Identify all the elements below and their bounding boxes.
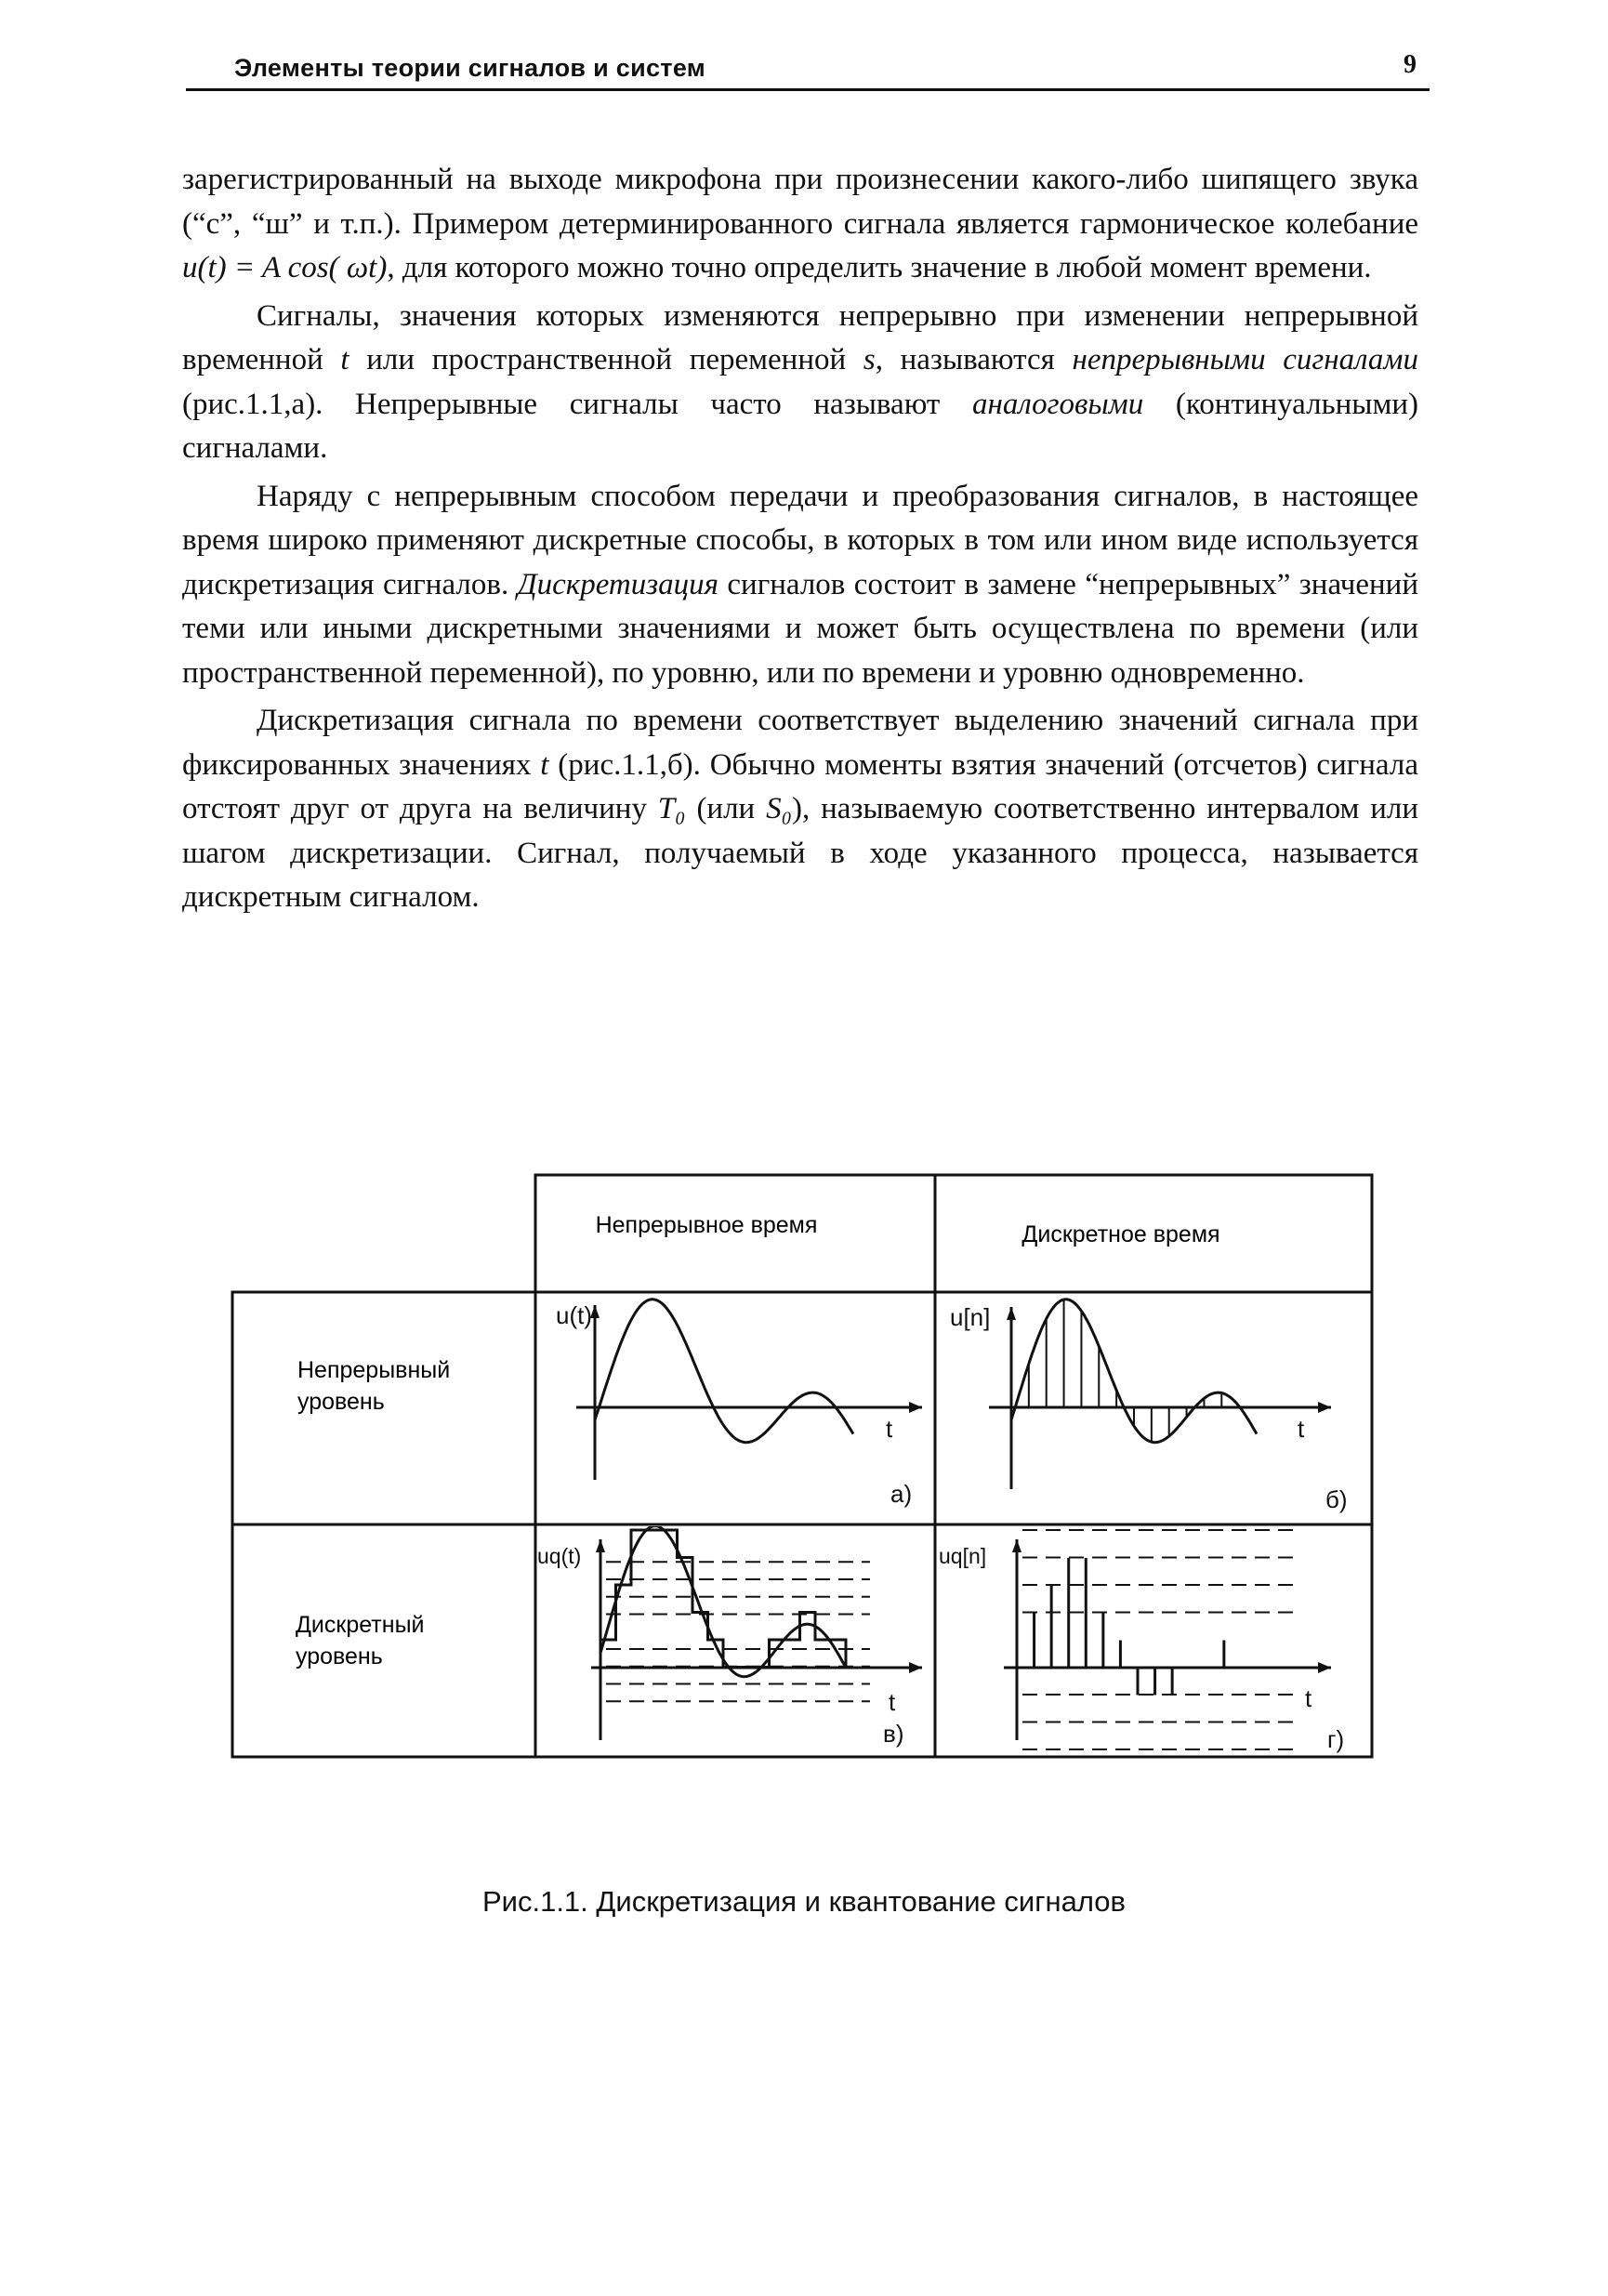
figure-caption: Рис.1.1. Дискретизация и квантование сигналов: [481, 1885, 1127, 1918]
text-run: Сигналы, значения которых изменяются непрерывно при изменении непрерывной временной: [182, 298, 1418, 376]
text-run: (континуальными) сигналами.: [182, 387, 1419, 465]
panel-g-y-axis-arrow: [1012, 1539, 1021, 1552]
panel-v-tlabel: t: [889, 1688, 896, 1716]
text-run: сигналов состоит в замене “непрерывных” значений теми или иными дискретными значениями и может быть осуществлена по времени (или пространственной переменной), по уровню, или по времени и уровню одновременно.: [182, 567, 1419, 690]
panel-g-t-axis-arrow: [1318, 1662, 1331, 1673]
panel-a-signal-curve: [595, 1300, 853, 1443]
paragraph: [182, 158, 1418, 291]
text-run: , называются: [875, 343, 1073, 376]
panel-v-ylabel: uq(t): [537, 1544, 582, 1568]
emphasis-run: непрерывными сигналами: [1072, 343, 1418, 376]
running-title: Элементы теории сигналов и систем: [234, 54, 706, 82]
text-run: Дискретизация сигнала по времени соответствует выделению значений сигнала при фиксированных значениях: [182, 704, 1418, 782]
panel-a-letter: а): [890, 1480, 913, 1508]
panel-b-ylabel: u[n]: [950, 1303, 991, 1331]
row-header-discrete-level-line1: Дискретный: [296, 1612, 425, 1638]
text-run: ), называемую соответственно интервалом или шагом дискретизации. Сигнал, получаемый в ходе указанного процесса, называется дискретным сигналом.: [182, 792, 1418, 914]
panel-g-tlabel: t: [1305, 1684, 1312, 1712]
panel-g-letter: г): [1327, 1725, 1345, 1753]
panel-a-ylabel: u(t): [556, 1301, 592, 1329]
text-run: (рис.1.1,б). Обычно моменты взятия значений (отсчетов) сигнала отстоят друг от друга на величину: [182, 747, 1418, 825]
panel-b-letter: б): [1325, 1485, 1348, 1513]
figure-table-grid: [232, 1175, 1372, 1757]
paragraph: [182, 699, 1418, 920]
row-header-continuous-level: [297, 1357, 456, 1415]
panel-v-quantized-staircase: [600, 1530, 846, 1668]
emphasis-run: T₀: [657, 792, 686, 825]
panel-b-y-axis-arrow: [1007, 1307, 1016, 1320]
body-text: [182, 158, 1418, 924]
col-header-discrete-time: Дискретное время: [1021, 1221, 1220, 1247]
emphasis-run: s: [863, 343, 876, 376]
row-header-continuous-level-line2: уровень: [297, 1389, 385, 1415]
page-header: [186, 48, 1430, 91]
col-header-continuous-time: Непрерывное время: [595, 1212, 818, 1238]
panel-b-t-axis-arrow: [1318, 1402, 1331, 1413]
emphasis-run: u(t) = A cos( ωt): [182, 251, 388, 284]
paragraph: [182, 295, 1418, 471]
panel-v-t-axis-arrow: [909, 1662, 922, 1673]
emphasis-run: t: [540, 747, 549, 782]
emphasis-run: t: [340, 343, 349, 376]
text-run: (рис.1.1,а). Непрерывные сигналы часто называют: [182, 387, 972, 421]
emphasis-run: S₀: [766, 792, 793, 825]
panel-v-y-axis-arrow: [596, 1539, 605, 1552]
emphasis-run: аналоговыми: [971, 387, 1144, 421]
panel-v-letter: в): [883, 1720, 904, 1748]
row-header-continuous-level-line1: Непрерывный: [297, 1357, 451, 1383]
text-run: (или: [685, 792, 767, 825]
page-number: 9: [1404, 50, 1417, 79]
text-run: зарегистрированный на выходе микрофона при произнесении какого-либо шипящего звука (“с”, “ш” и т.п.). Примером детерминированного сигнала является гармоническое колебание: [182, 163, 1418, 241]
panel-g-ylabel: uq[n]: [939, 1544, 987, 1568]
row-header-discrete-level: [296, 1612, 430, 1669]
text-run: или пространственной переменной: [349, 343, 863, 376]
emphasis-run: Дискретизация: [517, 567, 718, 601]
text-run: , для которого можно точно определить значение в любой момент времени.: [387, 251, 1372, 284]
paragraph: [182, 475, 1418, 696]
text-run: Наряду с непрерывным способом передачи и преобразования сигналов, в настоящее время широко применяют дискретные способы, в которых в том или ином виде используется дискретизация сигналов.: [182, 479, 1418, 601]
row-header-discrete-level-line2: уровень: [296, 1643, 383, 1669]
panel-a-t-axis-arrow: [909, 1402, 922, 1413]
panel-b-tlabel: t: [1298, 1415, 1305, 1443]
header-rule: [186, 88, 1430, 91]
panel-a-tlabel: t: [886, 1415, 893, 1443]
